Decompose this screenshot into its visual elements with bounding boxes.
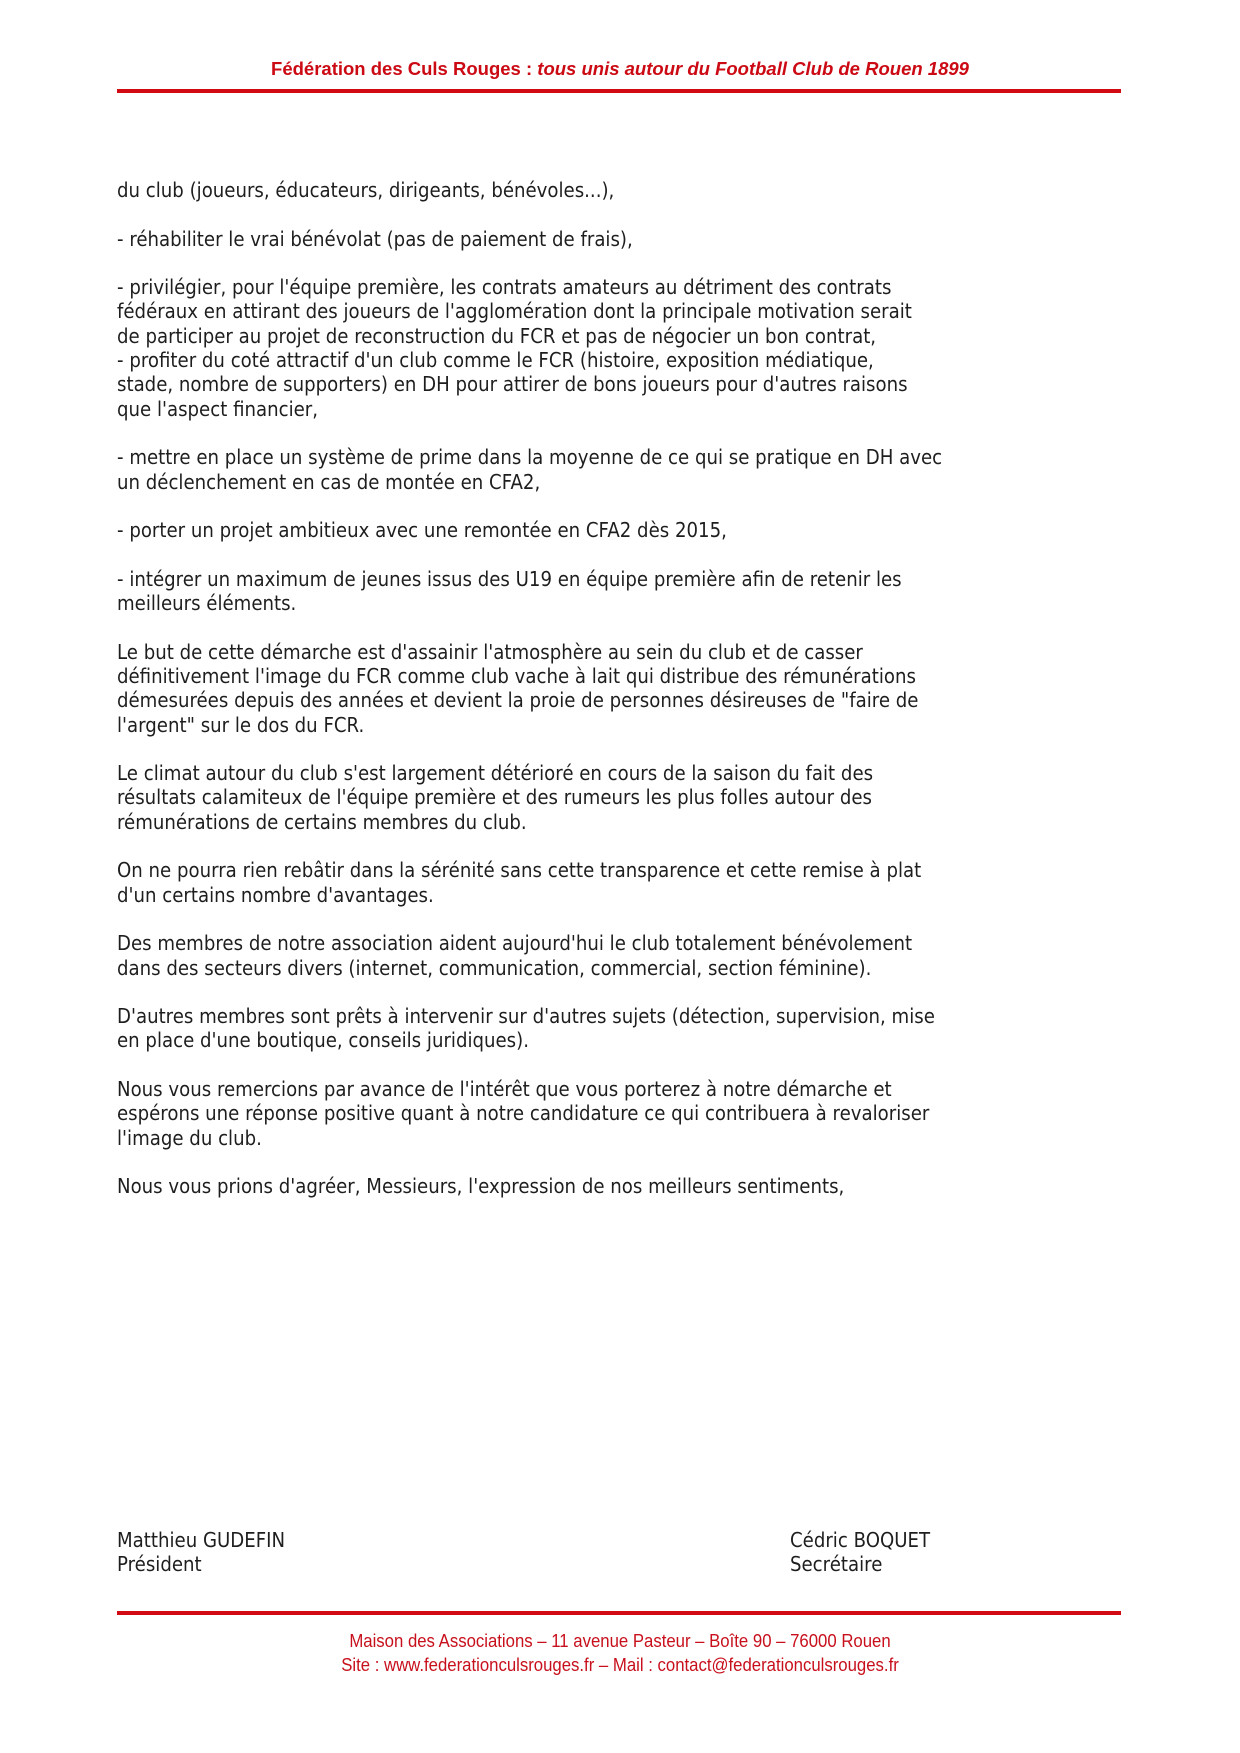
text-line: de participer au projet de reconstruction du FCR et pas de négocier un bon contrat, bbox=[117, 323, 877, 348]
text-line: - réhabiliter le vrai bénévolat (pas de paiement de frais), bbox=[117, 226, 633, 251]
paragraph bbox=[117, 518, 1127, 542]
header-title bbox=[0, 58, 1240, 80]
text-line: du club (joueurs, éducateurs, dirigeants, bénévoles...), bbox=[117, 178, 615, 202]
text-line: Des membres de notre association aident aujourd'hui le club totalement bénévolement bbox=[117, 931, 913, 956]
footer-divider bbox=[117, 1611, 1121, 1615]
paragraph bbox=[117, 640, 1127, 737]
text-line: meilleurs éléments. bbox=[117, 591, 297, 616]
paragraph bbox=[117, 567, 1127, 616]
text-line: On ne pourra rien rebâtir dans la sérénité sans cette transparence et cette remise à plat bbox=[117, 858, 922, 883]
text-line: rémunérations de certains membres du club. bbox=[117, 809, 527, 834]
text-line: Le climat autour du club s'est largement détérioré en cours de la saison du fait des bbox=[117, 761, 874, 786]
text-line: fédéraux en attirant des joueurs de l'agglomération dont la principale motivation serait bbox=[117, 299, 912, 324]
letter-body bbox=[117, 178, 1127, 1223]
header-divider bbox=[117, 89, 1121, 93]
text-line: stade, nombre de supporters) en DH pour attirer de bons joueurs pour d'autres raisons bbox=[117, 372, 908, 397]
signatory-name: Cédric BOQUET bbox=[790, 1528, 931, 1552]
text-line: l'argent" sur le dos du FCR. bbox=[117, 712, 365, 737]
text-line: l'image du club. bbox=[117, 1125, 262, 1150]
text-line: Le but de cette démarche est d'assainir l'atmosphère au sein du club et de casser bbox=[117, 639, 863, 664]
text-line: - mettre en place un système de prime dans la moyenne de ce qui se pratique en DH avec bbox=[117, 445, 943, 470]
text-line: - profiter du coté attractif d'un club comme le FCR (histoire, exposition médiatique, bbox=[117, 348, 874, 373]
text-line: un déclenchement en cas de montée en CFA2, bbox=[117, 469, 541, 494]
text-line: - porter un projet ambitieux avec une remontée en CFA2 dès 2015, bbox=[117, 518, 727, 543]
signatory-role: Secrétaire bbox=[790, 1552, 883, 1577]
paragraph bbox=[117, 1174, 1127, 1198]
text-line: Nous vous remercions par avance de l'intérêt que vous porterez à notre démarche et bbox=[117, 1076, 892, 1101]
text-line: définitivement l'image du FCR comme club vache à lait qui distribue des rémunérations bbox=[117, 663, 916, 688]
org-name: Fédération des Culs Rouges : bbox=[271, 58, 538, 79]
text-line: démesurées depuis des années et devient la proie de personnes désireuses de "faire de bbox=[117, 688, 919, 713]
paragraph bbox=[117, 227, 1127, 251]
text-line: - intégrer un maximum de jeunes issus des U19 en équipe première afin de retenir les bbox=[117, 566, 902, 591]
signature-president bbox=[117, 1528, 307, 1577]
paragraph bbox=[117, 1004, 1127, 1053]
paragraph bbox=[117, 761, 1127, 834]
text-line: dans des secteurs divers (internet, communication, commercial, section féminine). bbox=[117, 955, 872, 980]
text-line: espérons une réponse positive quant à notre candidature ce qui contribuera à revaloriser bbox=[117, 1101, 930, 1126]
paragraph bbox=[117, 858, 1127, 907]
footer-address: Maison des Associations – 11 avenue Pasteur – Boîte 90 – 76000 Rouen bbox=[349, 1631, 891, 1651]
text-line: que l'aspect financier, bbox=[117, 396, 319, 421]
org-tagline: tous unis autour du Football Club de Rouen 1899 bbox=[537, 58, 969, 79]
text-line: D'autres membres sont prêts à intervenir sur d'autres sujets (détection, supervision, mise bbox=[117, 1004, 935, 1029]
text-line: - privilégier, pour l'équipe première, les contrats amateurs au détriment des contrats bbox=[117, 275, 892, 300]
signature-secretary bbox=[790, 1528, 948, 1577]
footer-contact: Site : www.federationculsrouges.fr – Mail : contact@federationculsrouges.fr bbox=[341, 1655, 899, 1675]
footer bbox=[0, 1629, 1240, 1677]
signatory-name: Matthieu GUDEFIN bbox=[117, 1528, 286, 1552]
signatory-role: Président bbox=[117, 1552, 202, 1577]
text-line: en place d'une boutique, conseils juridiques). bbox=[117, 1028, 529, 1053]
text-line: Nous vous prions d'agréer, Messieurs, l'expression de nos meilleurs sentiments, bbox=[117, 1174, 845, 1199]
text-line: d'un certains nombre d'avantages. bbox=[117, 882, 434, 907]
paragraph bbox=[117, 275, 1127, 421]
paragraph bbox=[117, 1077, 1127, 1150]
text-line: résultats calamiteux de l'équipe première et des rumeurs les plus folles autour des bbox=[117, 785, 873, 810]
paragraph bbox=[117, 931, 1127, 980]
paragraph bbox=[117, 178, 1127, 202]
paragraph bbox=[117, 445, 1127, 494]
